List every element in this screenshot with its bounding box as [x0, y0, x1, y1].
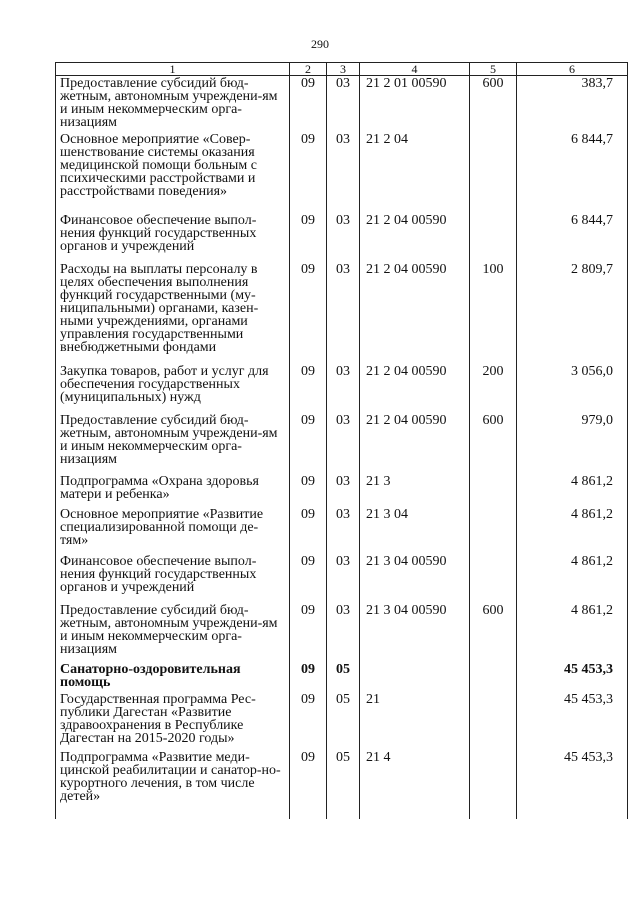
table-row [56, 214, 628, 263]
column-header-1: 1 [56, 63, 290, 76]
table-row [56, 475, 628, 508]
row-name: Финансовое обеспечение выпол-нения функций государственных органов и учреждений [56, 555, 290, 604]
row-name: Подпрограмма «Охрана здоровья матери и ребенка» [56, 475, 290, 508]
table-row [56, 751, 628, 819]
column-header-3: 3 [327, 63, 360, 76]
table-row [56, 508, 628, 555]
row-expense-type [470, 751, 517, 819]
row-target-article: 21 2 01 00590 [360, 76, 470, 133]
table-row [56, 414, 628, 475]
row-target-article: 21 3 04 00590 [360, 604, 470, 663]
row-amount: 3 056,0 [517, 365, 628, 414]
row-expense-type: 600 [470, 414, 517, 475]
row-subsection: 03 [327, 414, 360, 475]
row-target-article [360, 663, 470, 693]
row-target-article: 21 3 [360, 475, 470, 508]
row-amount: 4 861,2 [517, 475, 628, 508]
row-subsection: 03 [327, 508, 360, 555]
row-target-article: 21 4 [360, 751, 470, 819]
row-amount: 45 453,3 [517, 751, 628, 819]
row-subsection: 03 [327, 214, 360, 263]
budget-table [55, 62, 628, 819]
row-amount: 2 809,7 [517, 263, 628, 365]
row-name: Финансовое обеспечение выпол-нения функций государственных органов и учреждений [56, 214, 290, 263]
table-row [56, 693, 628, 751]
row-section: 09 [290, 475, 327, 508]
row-section: 09 [290, 508, 327, 555]
row-name: Санаторно-оздоровительная помощь [56, 663, 290, 693]
table-row [56, 76, 628, 133]
row-target-article: 21 2 04 [360, 133, 470, 214]
row-expense-type [470, 508, 517, 555]
row-amount: 979,0 [517, 414, 628, 475]
row-name: Предоставление субсидий бюд-жетным, автономным учреждени-ям и иным некоммерческим орга-низациям [56, 414, 290, 475]
row-section: 09 [290, 214, 327, 263]
column-header-6: 6 [517, 63, 628, 76]
row-target-article: 21 2 04 00590 [360, 414, 470, 475]
row-target-article: 21 [360, 693, 470, 751]
row-section: 09 [290, 133, 327, 214]
row-amount: 4 861,2 [517, 508, 628, 555]
row-name: Основное мероприятие «Развитие специализированной помощи де-тям» [56, 508, 290, 555]
column-header-2: 2 [290, 63, 327, 76]
row-name: Закупка товаров, работ и услуг для обеспечения государственных (муниципальных) нужд [56, 365, 290, 414]
row-expense-type: 100 [470, 263, 517, 365]
row-subsection: 03 [327, 475, 360, 508]
row-subsection: 03 [327, 365, 360, 414]
row-name: Подпрограмма «Развитие меди-цинской реабилитации и санатор-но-курортного лечения, в том числе детей» [56, 751, 290, 819]
row-amount: 383,7 [517, 76, 628, 133]
column-header-4: 4 [360, 63, 470, 76]
row-section: 09 [290, 263, 327, 365]
table-row [56, 663, 628, 693]
row-name: Предоставление субсидий бюд-жетным, автономным учреждени-ям и иным некоммерческим орга-низациям [56, 76, 290, 133]
row-section: 09 [290, 663, 327, 693]
row-target-article: 21 2 04 00590 [360, 365, 470, 414]
table-row [56, 555, 628, 604]
column-number-row [56, 63, 628, 76]
table-row [56, 604, 628, 663]
row-section: 09 [290, 555, 327, 604]
row-expense-type [470, 214, 517, 263]
table-row [56, 133, 628, 214]
row-target-article: 21 3 04 [360, 508, 470, 555]
row-expense-type [470, 663, 517, 693]
row-target-article: 21 2 04 00590 [360, 214, 470, 263]
row-name: Предоставление субсидий бюд-жетным, автономным учреждени-ям и иным некоммерческим орга-низациям [56, 604, 290, 663]
row-amount: 4 861,2 [517, 604, 628, 663]
row-section: 09 [290, 693, 327, 751]
row-section: 09 [290, 365, 327, 414]
row-subsection: 05 [327, 663, 360, 693]
table-row [56, 365, 628, 414]
row-subsection: 03 [327, 133, 360, 214]
page-number: 290 [311, 37, 329, 51]
row-subsection: 05 [327, 751, 360, 819]
row-subsection: 03 [327, 76, 360, 133]
row-expense-type [470, 133, 517, 214]
row-name: Расходы на выплаты персоналу в целях обеспечения выполнения функций государственными (му-ниципальными) органами, казен-ными учреждениями, органами управления государственными внебюджетными фондами [56, 263, 290, 365]
row-expense-type: 600 [470, 604, 517, 663]
row-amount: 6 844,7 [517, 214, 628, 263]
row-subsection: 05 [327, 693, 360, 751]
row-expense-type [470, 475, 517, 508]
row-section: 09 [290, 751, 327, 819]
row-section: 09 [290, 76, 327, 133]
row-section: 09 [290, 414, 327, 475]
row-subsection: 03 [327, 604, 360, 663]
row-expense-type: 200 [470, 365, 517, 414]
row-amount: 6 844,7 [517, 133, 628, 214]
row-expense-type [470, 555, 517, 604]
row-amount: 45 453,3 [517, 693, 628, 751]
row-subsection: 03 [327, 263, 360, 365]
row-target-article: 21 2 04 00590 [360, 263, 470, 365]
row-name: Основное мероприятие «Совер-шенствование системы оказания медицинской помощи больным с психическими расстройствами и расстройствами поведения» [56, 133, 290, 214]
row-subsection: 03 [327, 555, 360, 604]
row-target-article: 21 3 04 00590 [360, 555, 470, 604]
row-name: Государственная программа Рес-публики Дагестан «Развитие здравоохранения в Республике Дагестан на 2015-2020 годы» [56, 693, 290, 751]
row-amount: 45 453,3 [517, 663, 628, 693]
row-section: 09 [290, 604, 327, 663]
table-row [56, 263, 628, 365]
row-expense-type: 600 [470, 76, 517, 133]
column-header-5: 5 [470, 63, 517, 76]
row-expense-type [470, 693, 517, 751]
row-amount: 4 861,2 [517, 555, 628, 604]
